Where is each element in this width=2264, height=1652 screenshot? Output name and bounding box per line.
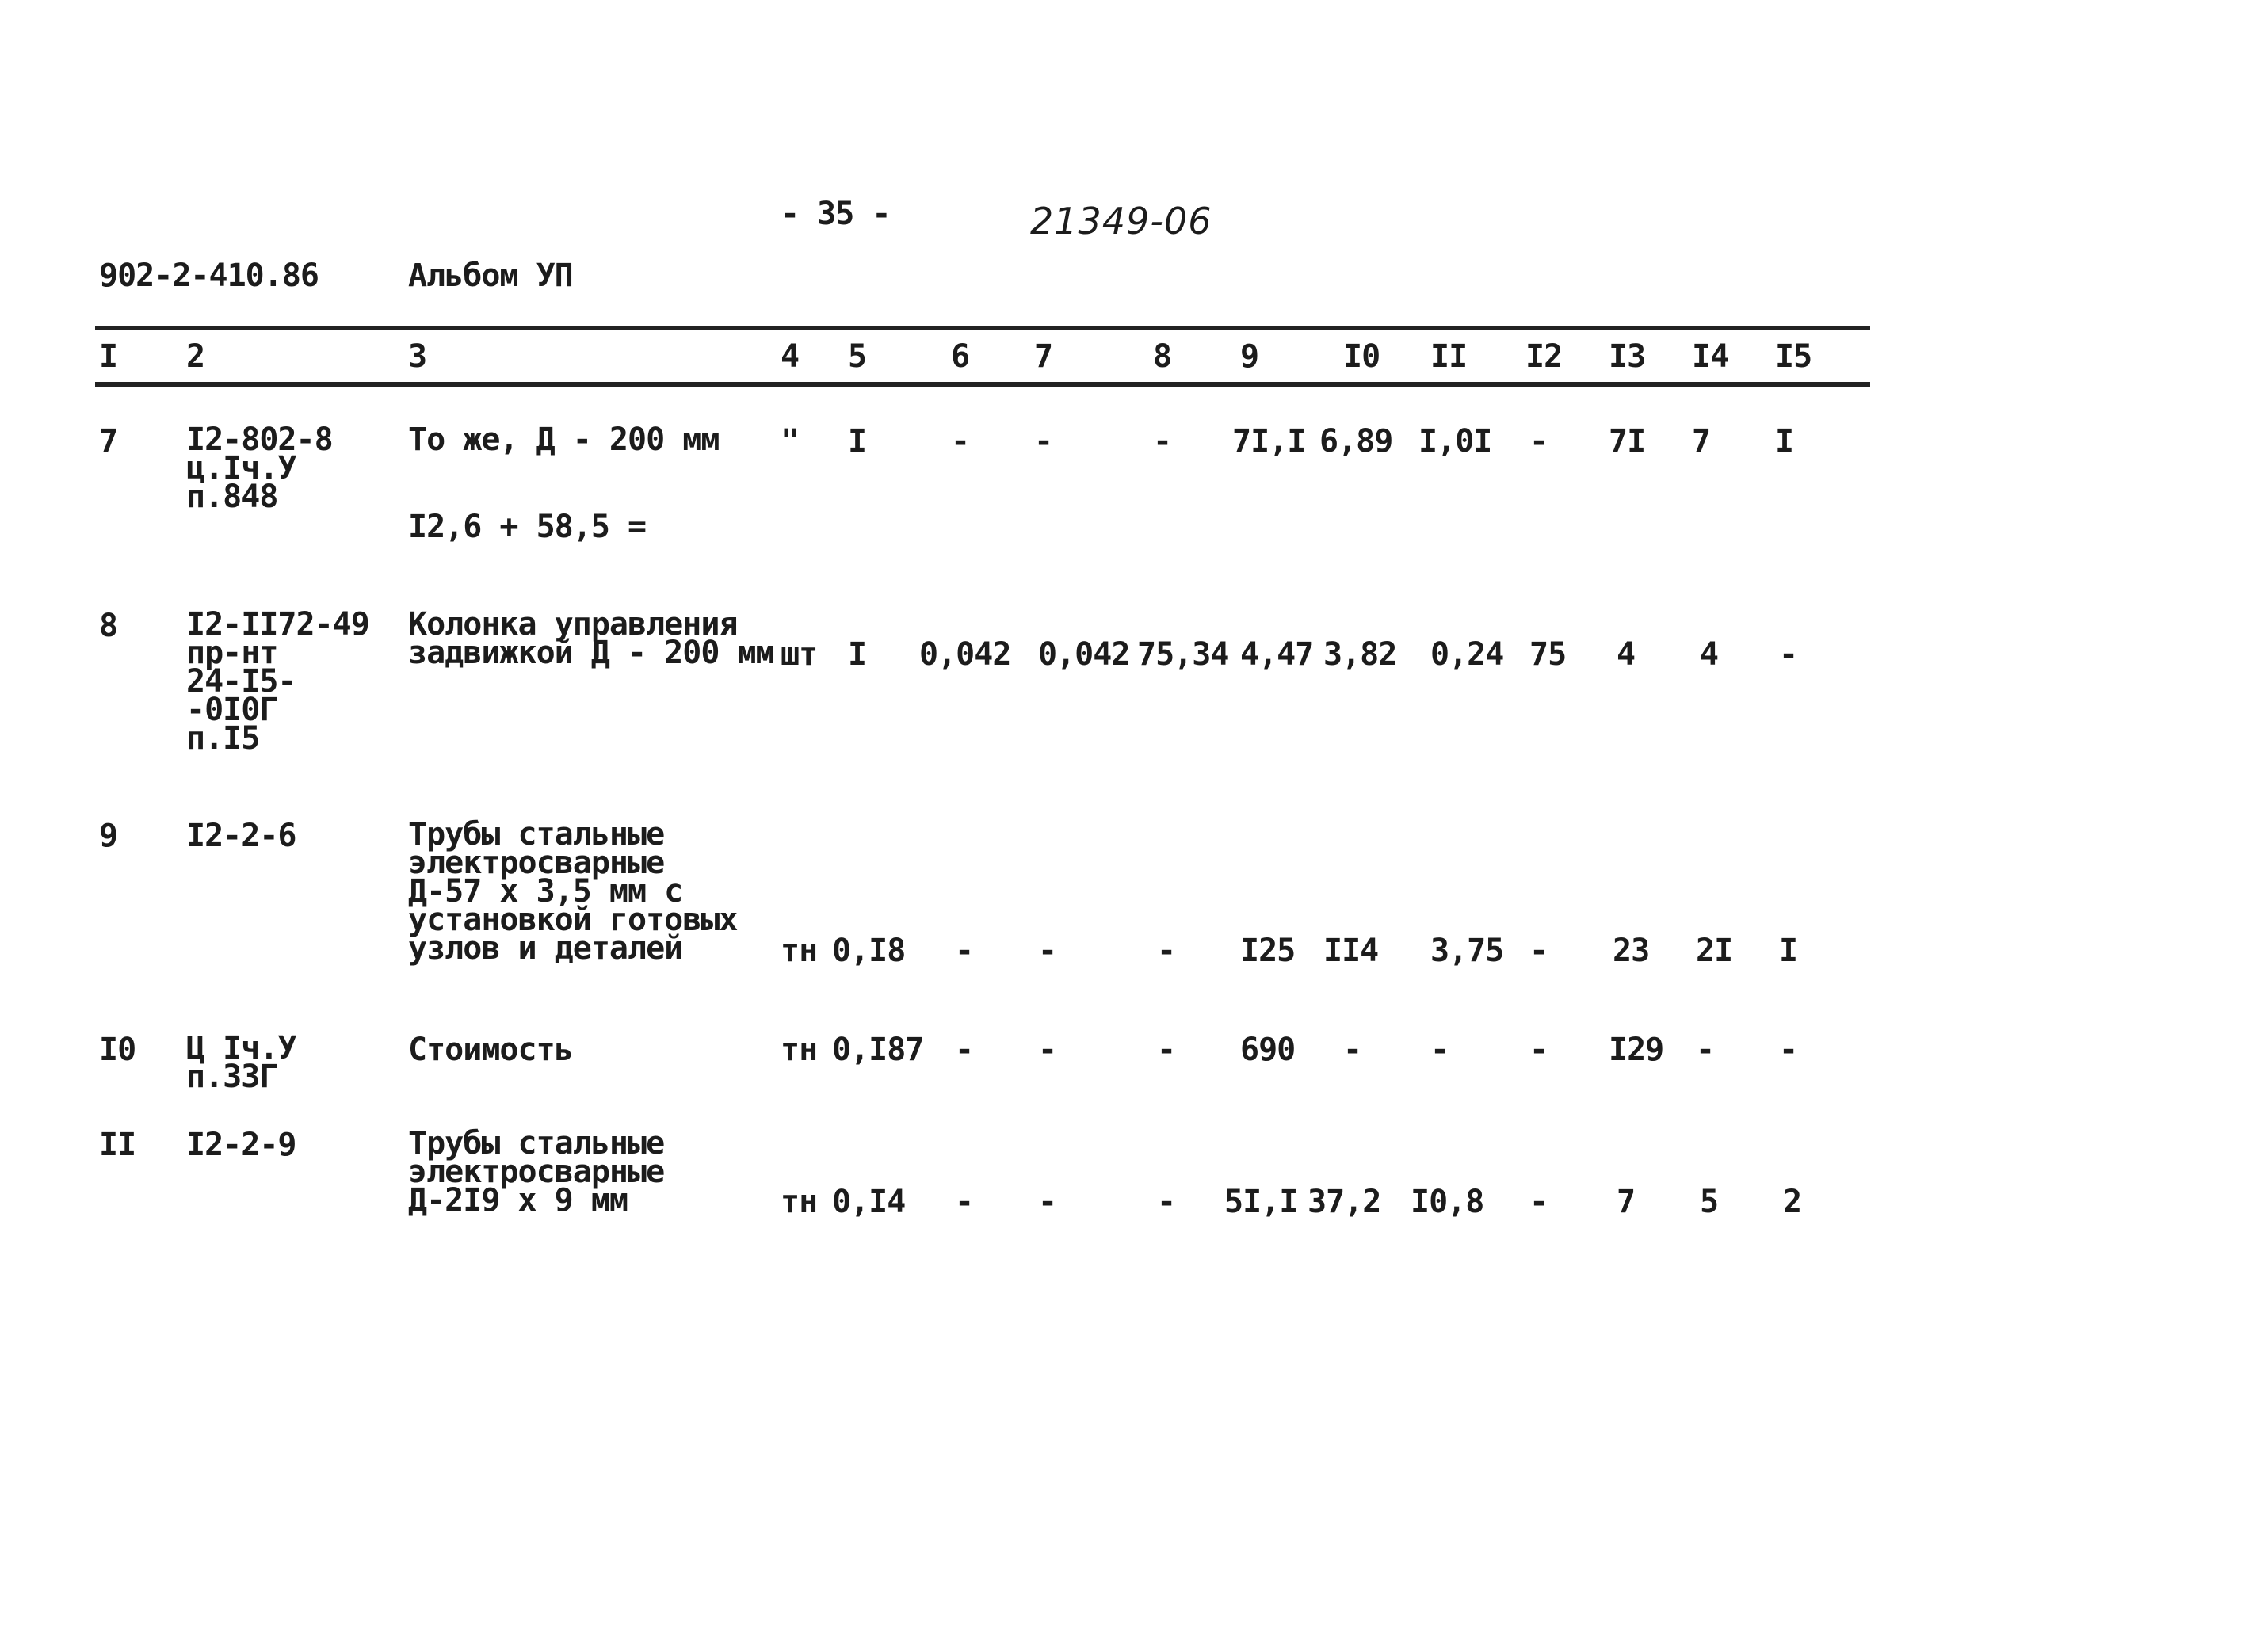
- col-header-12: I2: [1525, 338, 1563, 375]
- item-name: Трубы стальные электросварные Д-57 х 3,5 мм с установкой готовых узлов и деталей: [408, 816, 738, 967]
- col-header-1: I: [99, 338, 118, 375]
- col-header-7: 7: [1034, 338, 1053, 375]
- item-name: То же, Д - 200 мм: [408, 422, 720, 458]
- cell-10: 37,2: [1308, 1184, 1381, 1220]
- norm-code: I2-2-9: [186, 1127, 296, 1163]
- qty-cell: I: [848, 423, 867, 460]
- cell-8: 75,34: [1137, 636, 1229, 673]
- norm-code: I2-2-6: [186, 818, 296, 854]
- unit-cell: ": [781, 423, 800, 460]
- cell-12: -: [1529, 1032, 1548, 1068]
- cell-14: 7: [1692, 423, 1711, 460]
- cell-6: 0,042: [919, 636, 1011, 673]
- cell-12: 75: [1529, 636, 1567, 673]
- table-header-rule: [95, 382, 1870, 387]
- cell-7: -: [1038, 1032, 1057, 1068]
- qty-cell: 0,I8: [832, 933, 906, 969]
- qty-cell: I: [848, 636, 867, 673]
- cell-14: 2I: [1696, 933, 1733, 969]
- row-number: 7: [99, 423, 118, 460]
- norm-code: I2-II72-49 пр-нт 24-I5- -0I0Г п.I5: [186, 606, 369, 757]
- col-header-11: II: [1430, 338, 1468, 375]
- cell-13: 23: [1613, 933, 1650, 969]
- cell-15: -: [1779, 1032, 1798, 1068]
- col-header-6: 6: [951, 338, 970, 375]
- col-header-2: 2: [186, 338, 205, 375]
- col-header-10: I0: [1343, 338, 1380, 375]
- item-name: Трубы стальные электросварные Д-2I9 х 9 мм: [408, 1125, 665, 1219]
- cell-11: I0,8: [1411, 1184, 1484, 1220]
- item-note: I2,6 + 58,5 =: [408, 509, 647, 545]
- cell-12: -: [1529, 1184, 1548, 1220]
- cell-7: -: [1034, 423, 1053, 460]
- unit-cell: тн: [781, 1184, 818, 1220]
- qty-cell: 0,I87: [832, 1032, 924, 1068]
- cell-10: -: [1343, 1032, 1362, 1068]
- col-header-3: 3: [408, 338, 427, 375]
- cell-9: 5I,I: [1224, 1184, 1298, 1220]
- item-name: Колонка управления задвижкой Д - 200 мм: [408, 606, 774, 671]
- norm-code: I2-802-8 ц.Iч.У п.848: [186, 422, 333, 515]
- cell-15: -: [1779, 636, 1798, 673]
- cell-12: -: [1529, 933, 1548, 969]
- inventory-number: 21349-06: [1030, 200, 1212, 242]
- cell-8: -: [1157, 933, 1176, 969]
- unit-cell: шт: [781, 636, 818, 673]
- cell-8: -: [1157, 1184, 1176, 1220]
- cell-11: I,0I: [1418, 423, 1492, 460]
- cell-14: 4: [1700, 636, 1719, 673]
- col-header-15: I5: [1775, 338, 1812, 375]
- cell-7: -: [1038, 933, 1057, 969]
- page-number: - 35 -: [781, 196, 891, 232]
- cell-13: 4: [1617, 636, 1636, 673]
- cell-9: 690: [1240, 1032, 1296, 1068]
- row-number: II: [99, 1127, 136, 1163]
- cell-13: I29: [1609, 1032, 1664, 1068]
- cell-7: -: [1038, 1184, 1057, 1220]
- cell-6: -: [951, 423, 970, 460]
- qty-cell: 0,I4: [832, 1184, 906, 1220]
- cell-10: 6,89: [1319, 423, 1393, 460]
- col-header-9: 9: [1240, 338, 1259, 375]
- cell-6: -: [955, 1184, 974, 1220]
- cell-9: 4,47: [1240, 636, 1314, 673]
- cell-9: 7I,I: [1232, 423, 1306, 460]
- cell-15: I: [1775, 423, 1794, 460]
- cell-12: -: [1529, 423, 1548, 460]
- cell-10: II4: [1323, 933, 1379, 969]
- col-header-5: 5: [848, 338, 867, 375]
- cell-7: 0,042: [1038, 636, 1130, 673]
- cell-11: -: [1430, 1032, 1449, 1068]
- cell-15: I: [1779, 933, 1798, 969]
- cell-6: -: [955, 933, 974, 969]
- row-number: I0: [99, 1032, 136, 1068]
- unit-cell: тн: [781, 933, 818, 969]
- project-code: 902-2-410.86: [99, 258, 319, 294]
- col-header-14: I4: [1692, 338, 1729, 375]
- col-header-8: 8: [1153, 338, 1172, 375]
- cell-15: 2: [1783, 1184, 1802, 1220]
- col-header-13: I3: [1609, 338, 1646, 375]
- cell-13: 7I: [1609, 423, 1646, 460]
- item-name: Стоимость: [408, 1032, 573, 1068]
- cell-10: 3,82: [1323, 636, 1397, 673]
- cell-8: -: [1153, 423, 1172, 460]
- cell-14: 5: [1700, 1184, 1719, 1220]
- table-top-rule: [95, 326, 1870, 330]
- cell-8: -: [1157, 1032, 1176, 1068]
- col-header-4: 4: [781, 338, 800, 375]
- cell-11: 0,24: [1430, 636, 1504, 673]
- cell-9: I25: [1240, 933, 1296, 969]
- cell-14: -: [1696, 1032, 1715, 1068]
- unit-cell: тн: [781, 1032, 818, 1068]
- row-number: 9: [99, 818, 118, 854]
- cell-13: 7: [1617, 1184, 1636, 1220]
- row-number: 8: [99, 608, 118, 644]
- cell-6: -: [955, 1032, 974, 1068]
- norm-code: Ц Iч.У п.33Г: [186, 1030, 296, 1095]
- album-label: Альбом УП: [408, 258, 573, 294]
- cell-11: 3,75: [1430, 933, 1504, 969]
